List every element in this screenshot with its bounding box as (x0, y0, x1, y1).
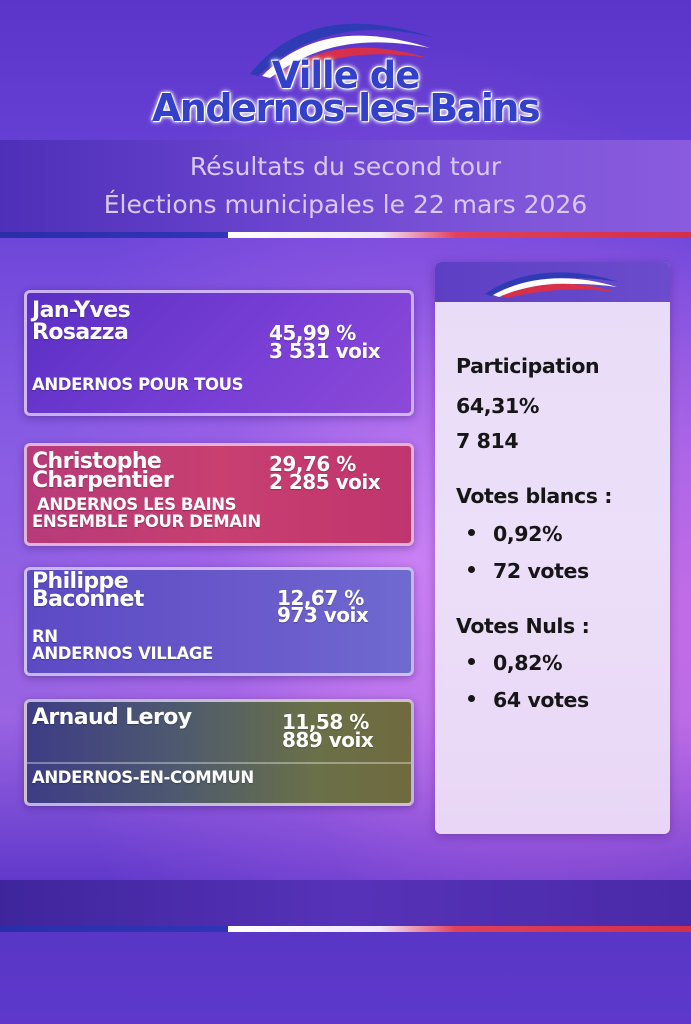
candidate-percent: 11,58 % (282, 710, 369, 734)
candidate-card (24, 699, 414, 806)
candidate-list: ANDERNOS POUR TOUS (32, 375, 244, 394)
candidate-name: Baconnet (32, 587, 144, 612)
candidate-votes: 973 voix (277, 603, 369, 627)
blancs-count: 72 votes (493, 559, 589, 583)
candidate-list: ENSEMBLE POUR DEMAIN (32, 512, 261, 531)
candidate-list: RN (32, 627, 58, 646)
card-divider (27, 762, 411, 764)
candidate-card (24, 443, 414, 546)
bullet-icon (468, 695, 475, 702)
blancs-percent: 0,92% (493, 522, 563, 546)
blancs-percent-item (468, 522, 562, 546)
bullet-icon (468, 566, 475, 573)
candidate-list: ANDERNOS-EN-COMMUN (32, 768, 254, 787)
participation-label: Participation (456, 354, 600, 378)
candidate-percent: 12,67 % (277, 586, 364, 610)
subtitle-banner (0, 140, 691, 232)
bullet-icon (468, 658, 475, 665)
candidate-name: Rosazza (32, 320, 129, 345)
candidate-name: Arnaud Leroy (32, 705, 192, 730)
stats-panel-header (435, 262, 670, 302)
blancs-label: Votes blancs : (456, 484, 613, 508)
nuls-percent-item (468, 651, 562, 675)
candidate-percent: 45,99 % (269, 321, 356, 345)
nuls-count: 64 votes (493, 688, 589, 712)
participation-percent: 64,31% (456, 394, 539, 418)
candidate-percent: 29,76 % (269, 452, 356, 476)
bullet-icon (468, 529, 475, 536)
participation-count: 7 814 (456, 429, 519, 453)
subtitle-round: Résultats du second tour (189, 152, 502, 181)
candidate-card (24, 567, 414, 676)
subtitle-election-date: Élections municipales le 22 mars 2026 (103, 190, 588, 219)
city-title-line2: Andernos-les-Bains (151, 86, 540, 130)
city-title-line1: Ville de (271, 54, 420, 97)
candidate-card (24, 290, 414, 416)
candidate-votes: 3 531 voix (269, 339, 381, 363)
candidate-list: ANDERNOS LES BAINS (37, 495, 237, 514)
tricolor-stripe-top (0, 232, 691, 238)
nuls-count-item (468, 688, 589, 712)
footer-background (0, 932, 691, 1024)
candidate-name: Charpentier (32, 468, 174, 493)
nuls-label: Votes Nuls : (456, 614, 590, 638)
flag-swoosh-icon (479, 264, 629, 300)
nuls-percent: 0,82% (493, 651, 563, 675)
candidate-name: Christophe (32, 449, 162, 474)
blancs-count-item (468, 559, 589, 583)
candidate-votes: 2 285 voix (269, 470, 381, 494)
stats-panel (435, 262, 670, 834)
footer-band (0, 880, 691, 926)
candidate-votes: 889 voix (282, 728, 374, 752)
candidate-list: ANDERNOS VILLAGE (32, 644, 213, 663)
candidate-name: Philippe (32, 569, 129, 594)
candidate-name: Jan-Yves (32, 298, 131, 323)
